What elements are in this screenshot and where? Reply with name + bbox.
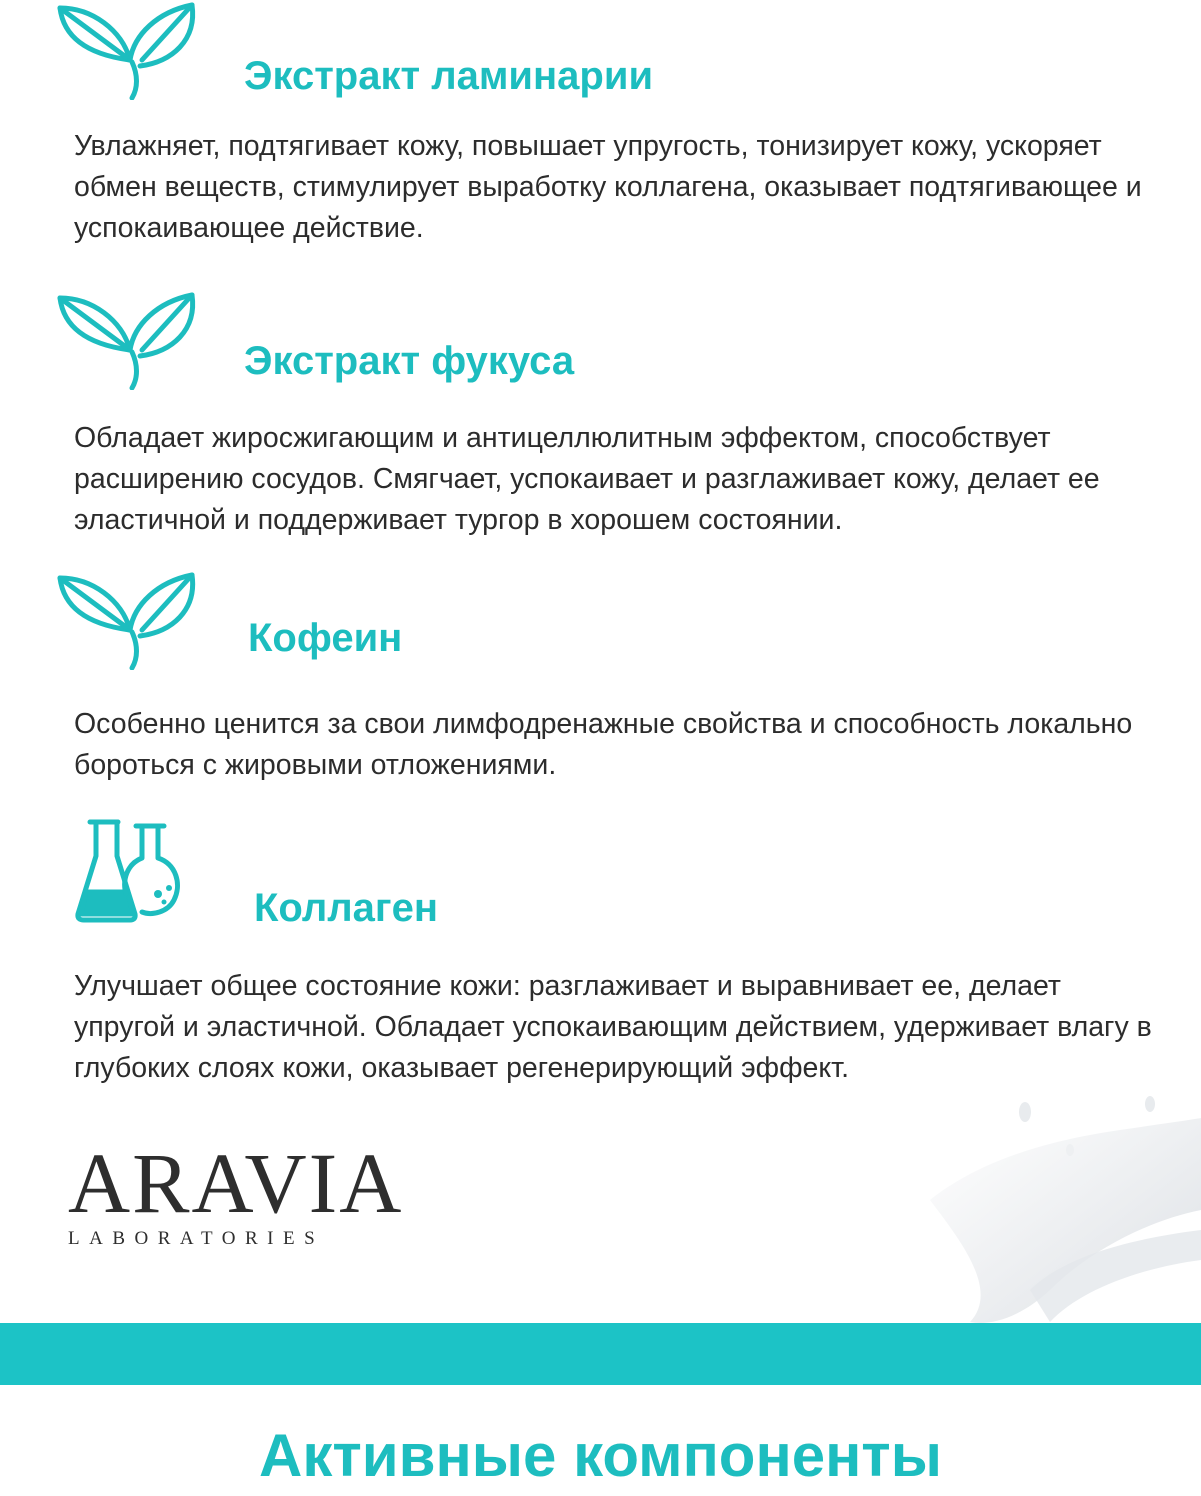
brand-subtitle: LABORATORIES xyxy=(68,1228,325,1249)
accent-band xyxy=(0,1323,1201,1385)
lab-flasks-icon xyxy=(72,818,187,926)
leaf-sprout-icon xyxy=(52,570,202,670)
page-title: Активные компоненты xyxy=(259,1422,942,1489)
section-text-caffeine: Особенно ценится за свои лимфодренажные свойства и способность локально бороться с жировыми отложениями. xyxy=(74,708,1133,781)
section-title-caffeine: Кофеин xyxy=(248,616,403,660)
section-text-collagen: Улучшает общее состояние кожи: разглаживает и выравнивает ее, делает упругой и эластичной. Обладает успокаивающим действием, удерживает влагу в глубоких слоях кожи, оказывает регенерирующий эффект. xyxy=(74,970,1152,1084)
section-title-fucus: Экстракт фукуса xyxy=(244,339,575,383)
brand-name: ARAVIA xyxy=(68,1135,404,1231)
section-text-fucus: Обладает жиросжигающим и антицеллюлитным эффектом, способствует расширению сосудов. Смягчает, успокаивает и разглаживает кожу, делает ее эластичной и поддерживает тургор в хорошем состоянии. xyxy=(74,422,1100,536)
milk-splash-image xyxy=(820,1090,1201,1335)
leaf-sprout-icon xyxy=(52,290,202,390)
brand-logo xyxy=(68,1135,404,1250)
leaf-sprout-icon xyxy=(52,0,202,100)
section-title-collagen: Коллаген xyxy=(254,886,438,930)
section-text-laminaria: Увлажняет, подтягивает кожу, повышает упругость, тонизирует кожу, ускоряет обмен веществ, стимулирует выработку коллагена, оказывает подтягивающее и успокаивающее действие. xyxy=(74,130,1142,244)
section-title-laminaria: Экстракт ламинарии xyxy=(244,54,654,98)
